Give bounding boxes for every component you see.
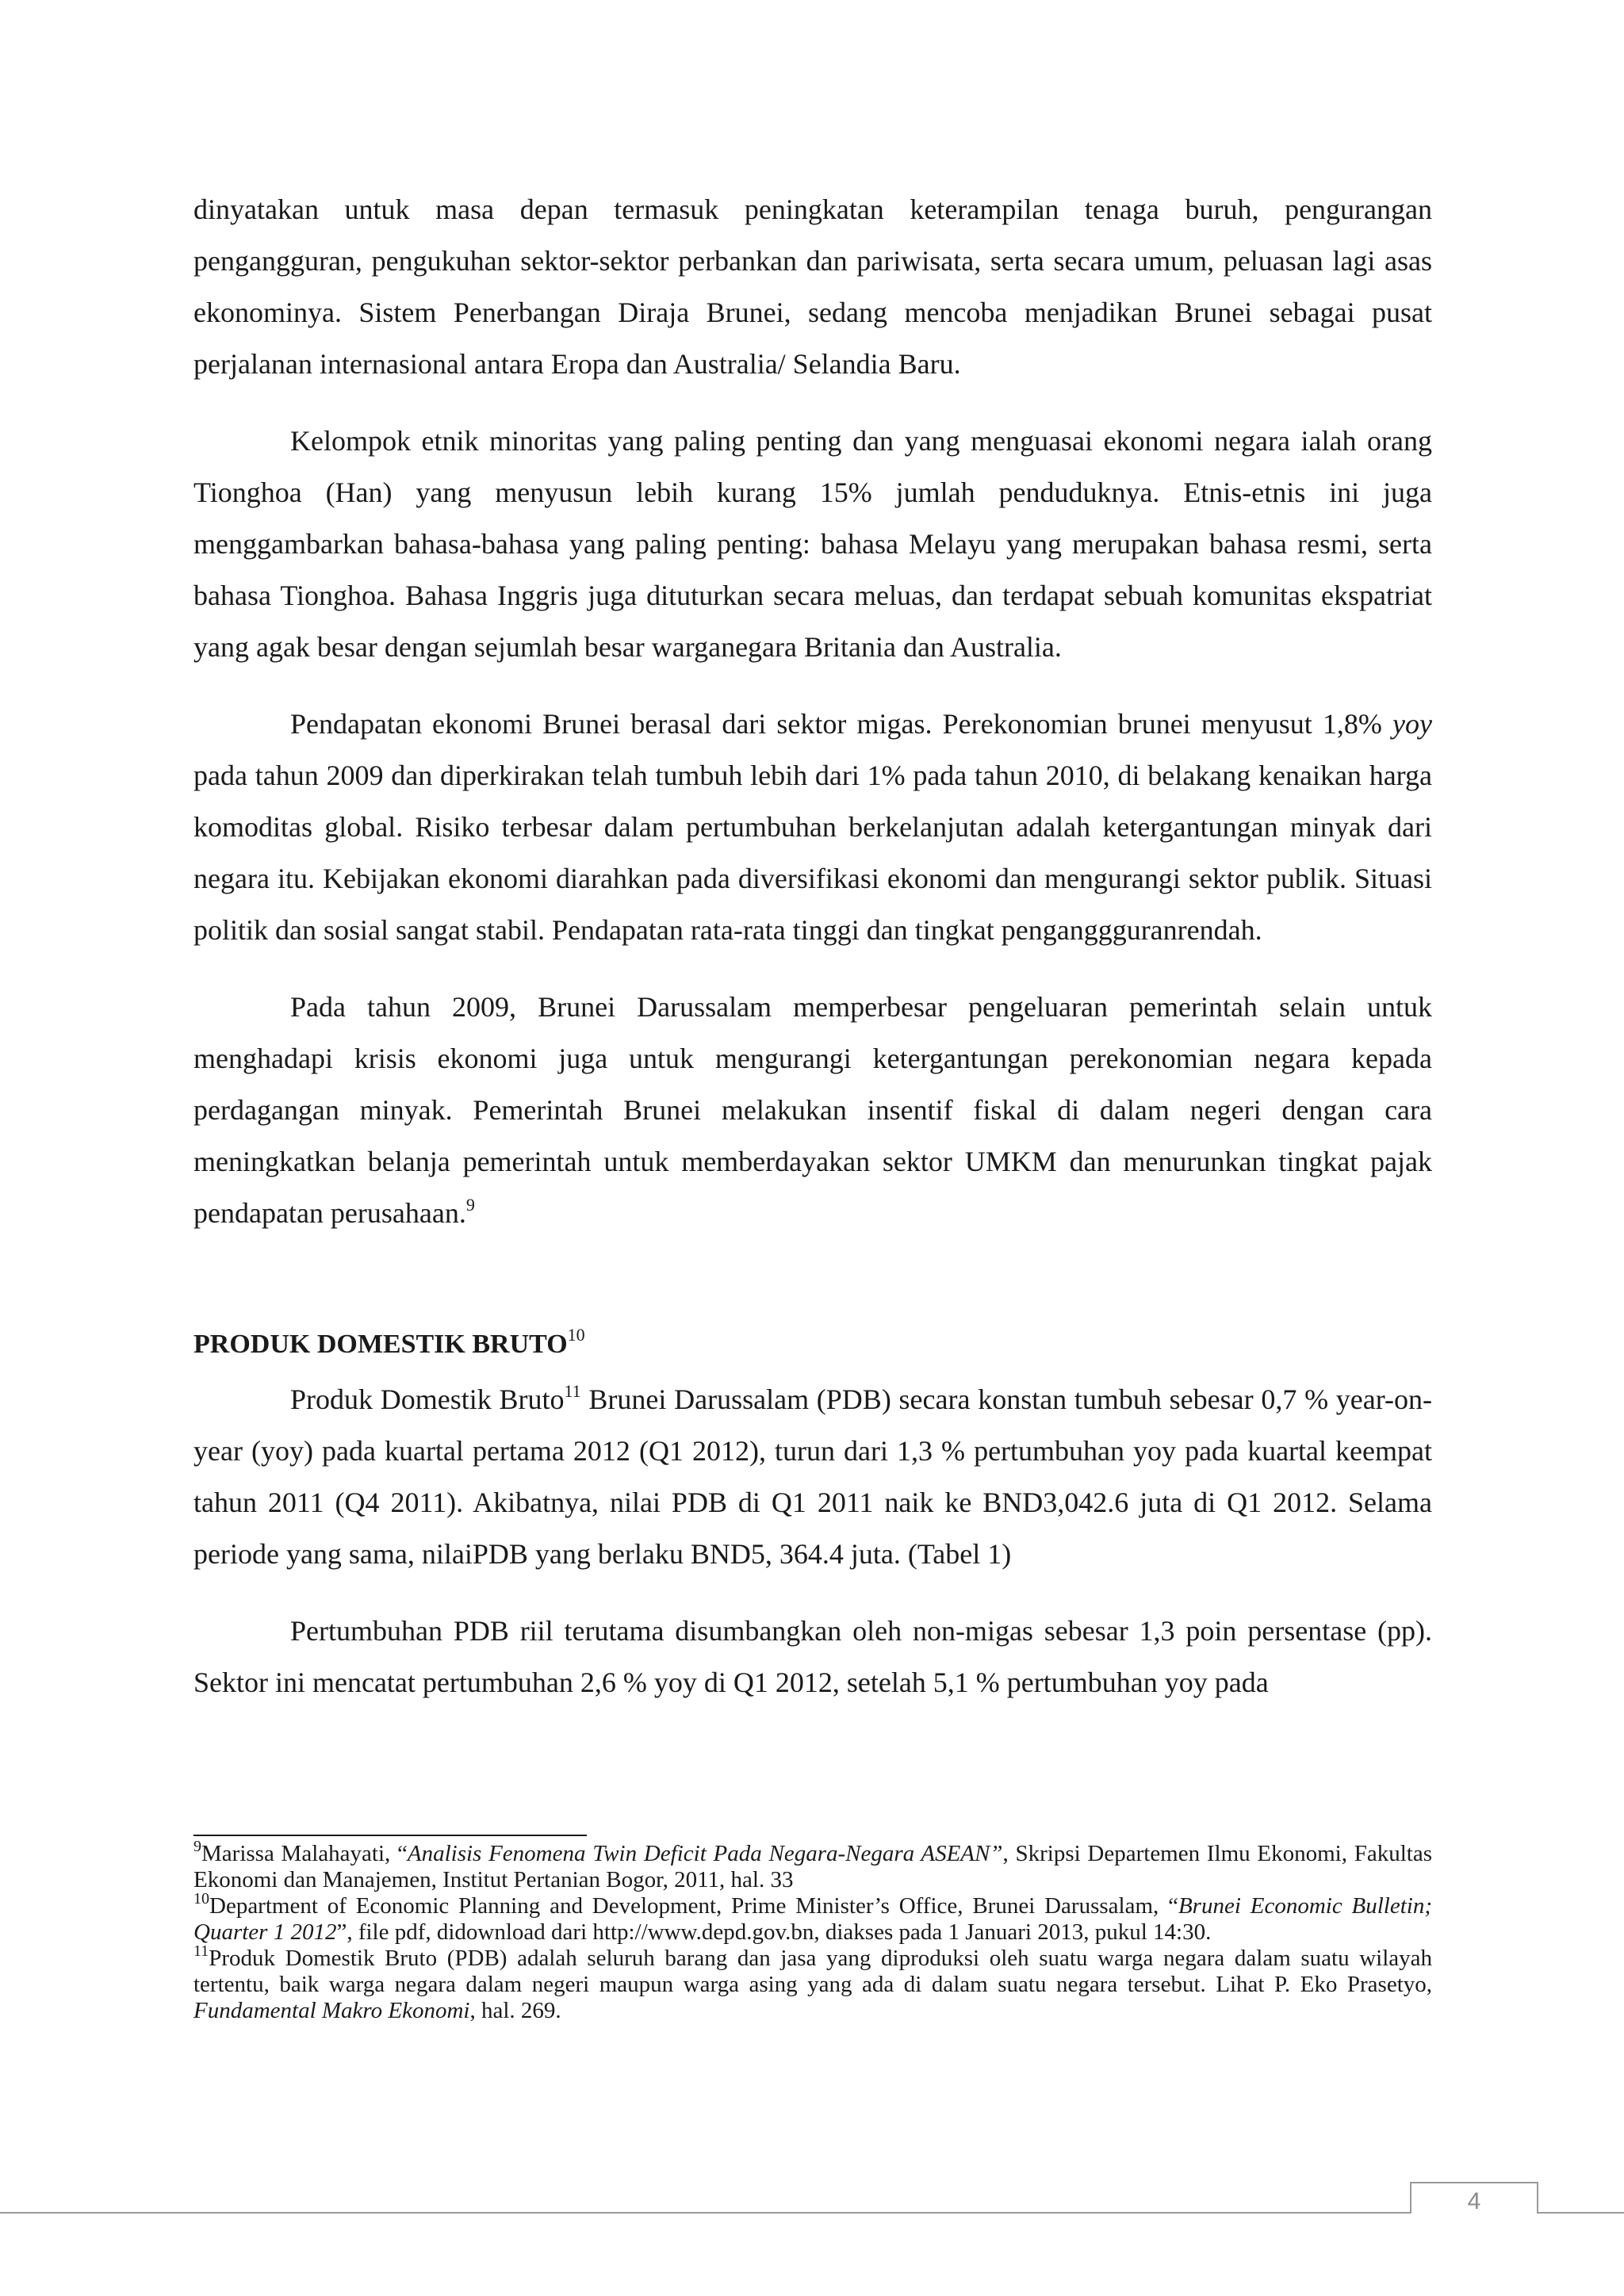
- footnote-10-number: 10: [193, 1890, 209, 1908]
- paragraph-2: Kelompok etnik minoritas yang paling penting dan yang menguasai ekonomi negara ialah orang Tionghoa (Han) yang menyusun lebih kurang 15% jumlah penduduknya. Etnis-etnis ini juga menggambarkan bahasa-bahasa yang paling penting: bahasa Melayu yang merupakan bahasa resmi, serta bahasa Tionghoa. Bahasa Inggris juga dituturkan secara meluas, dan terdapat sebuah komunitas ekspatriat yang agak besar dengan sejumlah besar warganegara Britania dan Australia.: [193, 425, 1432, 663]
- footnote-9-part-1: Marissa Malahayati, “: [201, 1841, 408, 1866]
- footnote-ref-10[interactable]: 10: [567, 1325, 585, 1345]
- section-heading: [193, 1320, 1432, 1369]
- footnote-9-italic: Analisis Fenomena Twin Deficit Pada Negara-Negara ASEAN”: [407, 1841, 1003, 1866]
- footnote-ref-9[interactable]: 9: [465, 1195, 475, 1215]
- paragraph-5: [193, 1374, 1432, 1580]
- paragraph-4: [193, 982, 1432, 1239]
- paragraph-3-italic: yoy: [1392, 708, 1432, 740]
- footnote-11-number: 11: [193, 1942, 209, 1960]
- footnote-separator: [193, 1835, 587, 1836]
- paragraph-5-part-1: Produk Domestik Bruto: [290, 1383, 565, 1415]
- footnote-10-part-1: Department of Economic Planning and Development, Prime Minister’s Office, Brunei Darussalam, “: [209, 1893, 1178, 1919]
- footnote-9: [193, 1838, 1432, 1893]
- paragraph-3: [193, 698, 1432, 956]
- footnote-11: [193, 1942, 1432, 2024]
- footnote-9-number: 9: [193, 1838, 201, 1855]
- paragraph-3-part-2: pada tahun 2009 dan diperkirakan telah tumbuh lebih dari 1% pada tahun 2010, di belakang kenaikan harga komoditas global. Risiko terbesar dalam pertumbuhan berkelanjutan adalah ketergantungan minyak dari negara itu. Kebijakan ekonomi diarahkan pada diversifikasi ekonomi dan mengurangi sektor publik. Situasi politik dan sosial sangat stabil. Pendapatan rata-rata tinggi dan tingkat penganggguranrendah.: [193, 760, 1432, 946]
- paragraph-4-text: Pada tahun 2009, Brunei Darussalam memperbesar pengeluaran pemerintah selain untuk menghadapi krisis ekonomi juga untuk mengurangi ketergantungan perekonomian negara kepada perdagangan minyak. Pemerintah Brunei melakukan insentif fiskal di dalam negeri dengan cara meningkatkan belanja pemerintah untuk memberdayakan sektor UMKM dan menurunkan tingkat pajak pendapatan perusahaan.: [193, 991, 1432, 1229]
- section-heading-text: PRODUK DOMESTIK BRUTO: [193, 1330, 568, 1359]
- footnote-10: [193, 1890, 1432, 1946]
- main-text: [193, 184, 1432, 1709]
- footer-rule-right: [1538, 2212, 1624, 2214]
- footnotes: [193, 1838, 1432, 2024]
- footnote-11-part-2: , hal. 269.: [469, 1998, 561, 2023]
- paragraph-5-part-2: Brunei Darussalam (PDB) secara konstan tumbuh sebesar 0,7 % year-on-year (yoy) pada kuartal pertama 2012 (Q1 2012), turun dari 1,3 % pertumbuhan yoy pada kuartal keempat tahun 2011 (Q4 2011). Akibatnya, nilai PDB di Q1 2011 naik ke BND3,042.6 juta di Q1 2012. Selama periode yang sama, nilaiPDB yang berlaku BND5, 364.4 juta. (Tabel 1): [193, 1383, 1432, 1570]
- paragraph-1: dinyatakan untuk masa depan termasuk peningkatan keterampilan tenaga buruh, pengurangan pengangguran, pengukuhan sektor-sektor perbankan dan pariwisata, serta secara umum, peluasan lagi asas ekonominya. Sistem Penerbangan Diraja Brunei, sedang mencoba menjadikan Brunei sebagai pusat perjalanan internasional antara Eropa dan Australia/ Selandia Baru.: [193, 193, 1432, 380]
- footnote-11-italic: Fundamental Makro Ekonomi: [193, 1998, 470, 2023]
- footnote-ref-11[interactable]: 11: [564, 1381, 581, 1401]
- footnote-10-part-2: ”, file pdf, didownload dari http://www.depd.gov.bn, diakses pada 1 Januari 2013, pukul 14:30.: [336, 1919, 1212, 1945]
- footer-rule-left: [0, 2212, 1410, 2214]
- page-number: 4: [1467, 2188, 1481, 2214]
- paragraph-6: Pertumbuhan PDB riil terutama disumbangkan oleh non-migas sebesar 1,3 poin persentase (pp). Sektor ini mencatat pertumbuhan 2,6 % yoy di Q1 2012, setelah 5,1 % pertumbuhan yoy pada: [193, 1615, 1432, 1698]
- footnote-11-part-1: Produk Domestik Bruto (PDB) adalah seluruh barang dan jasa yang diproduksi oleh suatu warga negara dalam suatu wilayah tertentu, baik warga negara dalam negeri maupun warga asing yang ada di dalam suatu negara tersebut. Lihat P. Eko Prasetyo,: [193, 1946, 1432, 1997]
- footnote-9-part-2: , Skripsi Departemen Ilmu Ekonomi, Fakultas Ekonomi dan Manajemen, Institut Pertanian Bogor, 2011, hal. 33: [193, 1841, 1432, 1892]
- footnote-10-italic: Brunei Economic Bulletin; Quarter 1 2012: [193, 1893, 1432, 1945]
- paragraph-3-part-1: Pendapatan ekonomi Brunei berasal dari sektor migas. Perekonomian brunei menyusut 1,8%: [290, 708, 1393, 740]
